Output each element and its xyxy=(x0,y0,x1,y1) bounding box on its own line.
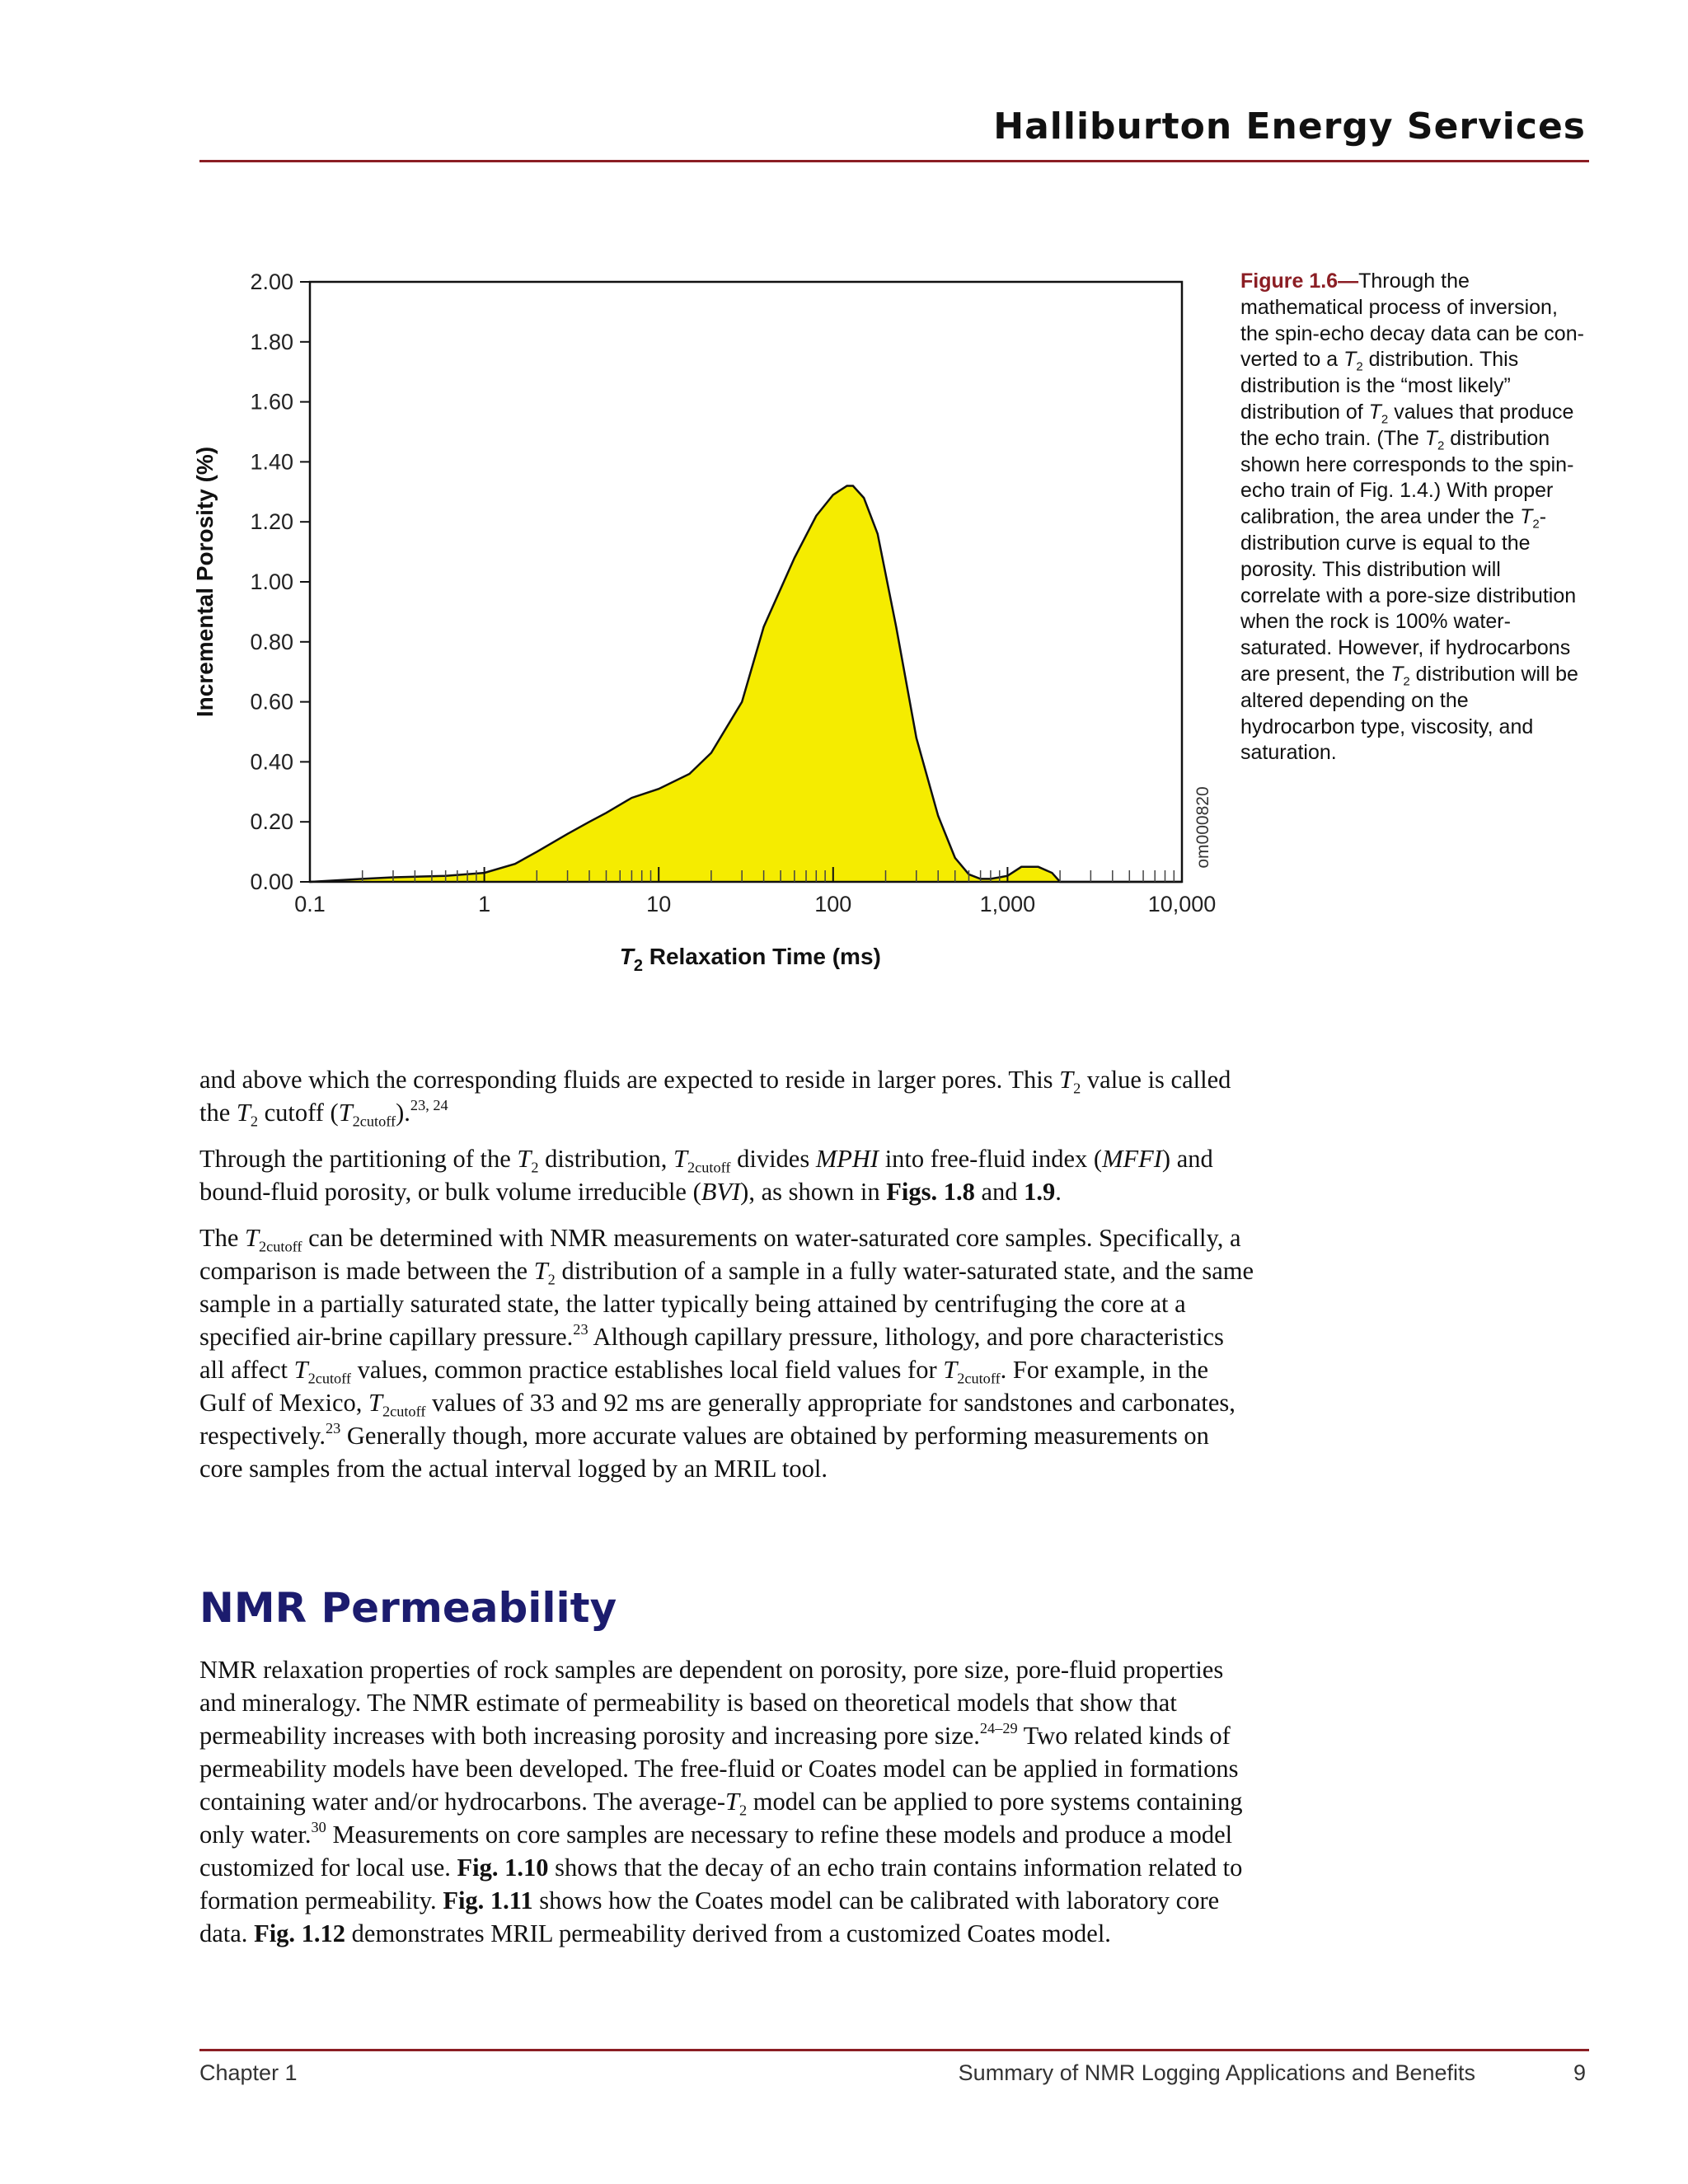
figure-caption xyxy=(1240,269,1587,766)
header-rule xyxy=(199,160,1589,162)
y-tick-label: 1.60 xyxy=(250,389,293,415)
paragraph-continuation: and above which the corresponding fluids are expected to reside in larger pores. This $T_2$ value is called the $T_2$ cutoff $(T_{2cutoff}).^{23, 24}$ xyxy=(199,1066,1231,1130)
figure-code: om000820 xyxy=(1193,786,1212,869)
x-tick-label: 10,000 xyxy=(1147,892,1217,916)
body-text-top xyxy=(199,1063,1254,1498)
x-axis-label: $T_2$ Relaxation Time (ms) xyxy=(619,944,881,975)
y-tick-label: 0.60 xyxy=(250,689,293,715)
footer-chapter: Chapter 1 xyxy=(199,2060,298,2085)
y-tick-label: 2.00 xyxy=(250,269,293,294)
y-tick-label: 1.80 xyxy=(250,329,293,354)
figure-label: Figure 1.6— xyxy=(1240,269,1359,293)
page-number: 9 xyxy=(1573,2060,1586,2085)
paragraph-nmr-permeability: NMR relaxation properties of rock samples are dependent on porosity, pore size, pore-fluid properties and mineralogy. The NMR estimate of permeability is based on theoretical models that show that permeability increases with both increasing porosity and increasing pore size.$^{24-29}$ Two related kinds of permeability models have been developed. The free-fluid or Coates model can be applied in formations containing water and/or hydrocarbons. The average-$T_2$ model can be applied to pore systems containing only water.$^{30}$ Measurements on core samples are necessary to refine these models and produce a model customized for local use. Fig. 1.10 shows that the decay of an echo train contains information related to formation permeability. Fig. 1.11 shows how the Coates model can be calibrated with laboratory core data. Fig. 1.12 demonstrates MRIL permeability derived from a customized Coates model. xyxy=(199,1656,1243,1947)
body-text-permeability xyxy=(199,1653,1254,1963)
paragraph-cutoff-determination: The $T_{2cutoff}$ can be determined with NMR measurements on water-saturated core samples. Specifically, a comparison is made between the $T_2$ distribution of a sample in a fully water-saturated state, and the same sample in a partially saturated state, the latter typically being attained by centrifuging the core at a specified air-brine capillary pressure.$^{23}$ Although capillary pressure, lithology, and pore characteristics all affect $T_{2cutoff}$ values, common practice establishes local field values for $T_{2cutoff}$. For example, in the Gulf of Mexico, $T_{2cutoff}$ values of 33 and 92 ms are generally appropriate for sandstones and carbonates, respectively.$^{23}$ Generally though, more accurate values are obtained by performing measurements on core samples from the actual interval logged by an MRIL tool. xyxy=(199,1224,1254,1483)
t2-distribution-chart xyxy=(165,247,1228,989)
x-tick-label: 1 xyxy=(478,892,491,916)
x-tick-label: 0.1 xyxy=(294,892,326,916)
figure-caption-text: Through the mathematical process of inversion, the spin-echo decay data can be con-verted to a $T_2$ distribution. This distribution is the “most likely” distribution of $T_2$ values that produce the echo train. (The $T_2$ distribution shown here corresponds to the spin-echo train of Fig. 1.4.) With proper calibration, the area under the $T_2$-distribution curve is equal to the porosity. This distribution will correlate with a pore-size distribution when the rock is 100% water-saturated. However, if hydrocarbons are present, the $T_2$ distribution will be altered depending on the hydrocarbon type, viscosity, and saturation. xyxy=(1240,269,1584,765)
footer-rule xyxy=(199,2049,1589,2051)
y-tick-label: 1.40 xyxy=(250,449,293,475)
paragraph-partitioning: Through the partitioning of the $T_2$ distribution, $T_{2cutoff}$ divides MPHI into free-fluid index (MFFI) and bound-fluid porosity, or bulk volume irreducible (BVI), as shown in Figs. 1.8 and 1.9. xyxy=(199,1145,1213,1206)
y-tick-label: 0.00 xyxy=(250,869,293,894)
y-tick-label: 1.20 xyxy=(250,509,293,535)
header-title: Halliburton Energy Services xyxy=(993,105,1586,148)
y-tick-label: 1.00 xyxy=(250,569,293,594)
x-tick-label: 1,000 xyxy=(979,892,1036,916)
series-area-fill xyxy=(310,486,1182,883)
y-tick-label: 0.20 xyxy=(250,809,293,835)
footer-title: Summary of NMR Logging Applications and Benefits xyxy=(958,2060,1475,2085)
x-tick-label: 100 xyxy=(814,892,852,916)
y-tick-label: 0.40 xyxy=(250,749,293,775)
y-tick-label: 0.80 xyxy=(250,629,293,654)
section-heading: NMR Permeability xyxy=(199,1584,617,1632)
y-axis-label: Incremental Porosity (%) xyxy=(192,446,218,718)
x-tick-label: 10 xyxy=(646,892,672,916)
